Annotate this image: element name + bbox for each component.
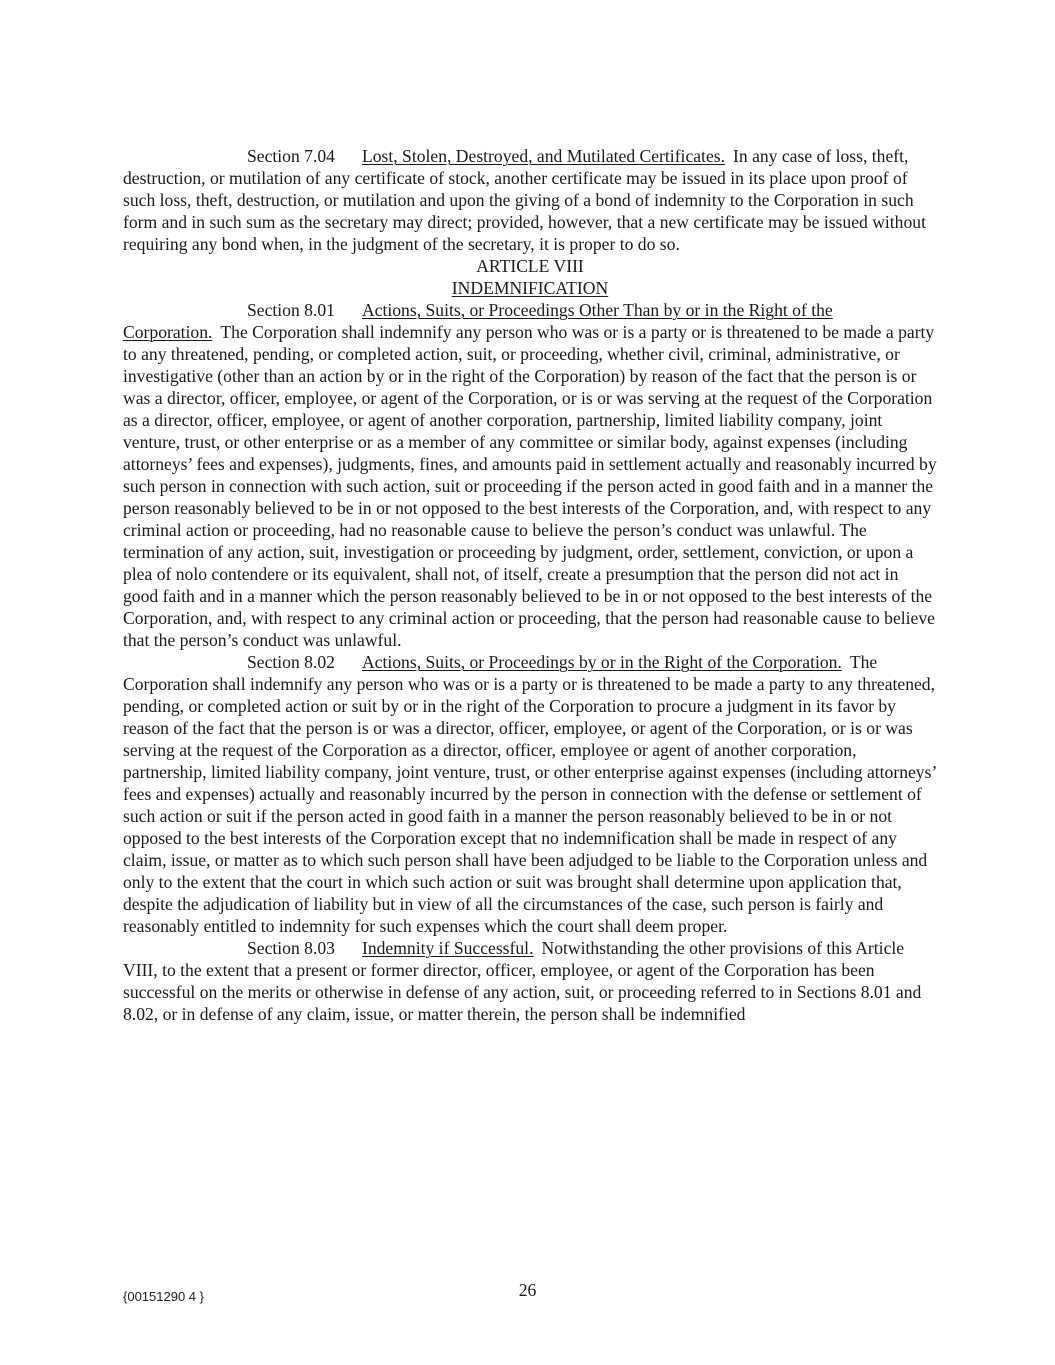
footer-page-number: 26 xyxy=(518,1280,537,1300)
section-8-01-title: Actions, Suits, or Proceedings Other Than by or in the Right of the Corporation. xyxy=(123,300,833,342)
document-content xyxy=(123,145,937,1025)
section-7-04-title: Lost, Stolen, Destroyed, and Mutilated Certificates. xyxy=(361,146,726,166)
section-8-03-body: Notwithstanding the other provisions of this Article VIII, to the extent that a present or former director, officer, employee, or agent of the Corporation has been successful on the merits or otherwise in defense of any action, suit, or proceeding referred to in Sections 8.01 and 8.02, or in defense of any claim, issue, or matter therein, the person shall be indemnified xyxy=(123,938,922,1024)
section-8-03-paragraph xyxy=(123,937,937,1025)
section-8-02-label: Section 8.02 xyxy=(247,652,335,672)
section-7-04-paragraph xyxy=(123,145,937,255)
section-8-02-body: The Corporation shall indemnify any person who was or is a party or is threatened to be made a party to any threatened, pending, or completed action or suit by or in the right of the Corporation to procure a judgment in its favor by reason of the fact that the person is or was a director, officer, employee, or agent of the Corporation, or is or was serving at the request of the Corporation as a director, officer, employee or agent of another corporation, partnership, limited liability company, joint venture, trust, or other enterprise against expenses (including attorneys’ fees and expenses) actually and reasonably incurred by the person in connection with the defense or settlement of such action or suit if the person acted in good faith in a manner the person reasonably believed to be in or not opposed to the best interests of the Corporation except that no indemnification shall be made in respect of any claim, issue, or matter as to which such person shall have been adjudged to be liable to the Corporation unless and only to the extent that the court in which such action or suit was brought shall determine upon application that, despite the adjudication of liability but in view of all the circumstances of the case, such person is fairly and reasonably entitled to indemnity for such expenses which the court shall deem proper. xyxy=(123,652,937,936)
section-8-01-paragraph xyxy=(123,299,937,651)
section-8-02-paragraph xyxy=(123,651,937,937)
indemnification-heading: INDEMNIFICATION xyxy=(451,278,609,298)
section-8-01-body: The Corporation shall indemnify any person who was or is a party or is threatened to be made a party to any threatened, pending, or completed action, suit, or proceeding, whether civil, criminal, administrative, or investigative (other than an action by or in the right of the Corporation) by reason of the fact that the person is or was a director, officer, employee, or agent of the Corporation, or is or was serving at the request of the Corporation as a director, officer, employee, or agent of another corporation, partnership, limited liability company, joint venture, trust, or other enterprise or as a member of any committee or similar body, against expenses (including attorneys’ fees and expenses), judgments, fines, and amounts paid in settlement actually and reasonably incurred by such person in connection with such action, suit or proceeding if the person acted in good faith and in a manner the person reasonably believed to be in or not opposed to the best interests of the Corporation, and, with respect to any criminal action or proceeding, had no reasonable cause to believe the person’s conduct was unlawful. The termination of any action, suit, investigation or proceeding by judgment, order, settlement, conviction, or upon a plea of nolo contendere or its equivalent, shall not, of itself, create a presumption that the person did not act in good faith and in a manner which the person reasonably believed to be in or not opposed to the best interests of the Corporation, and, with respect to any criminal action or proceeding, that the person had reasonable cause to believe that the person’s conduct was unlawful. xyxy=(123,322,937,650)
section-8-02-title: Actions, Suits, or Proceedings by or in the Right of the Corporation. xyxy=(361,652,842,672)
section-7-04-body: In any case of loss, theft, destruction, or mutilation of any certificate of stock, another certificate may be issued in its place upon proof of such loss, theft, destruction, or mutilation and upon the giving of a bond of indemnity to the Corporation in such form and in such sum as the secretary may direct; provided, however, that a new certificate may be issued without requiring any bond when, in the judgment of the secretary, it is proper to do so. xyxy=(123,146,926,254)
article-viii-heading: ARTICLE VIII xyxy=(476,256,584,276)
footer-doc-id: {00151290 4 } xyxy=(123,1289,204,1304)
section-8-03-label: Section 8.03 xyxy=(247,938,335,958)
section-7-04-label: Section 7.04 xyxy=(247,146,335,166)
section-8-01-label: Section 8.01 xyxy=(247,300,335,320)
section-8-03-title: Indemnity if Successful. xyxy=(361,938,534,958)
